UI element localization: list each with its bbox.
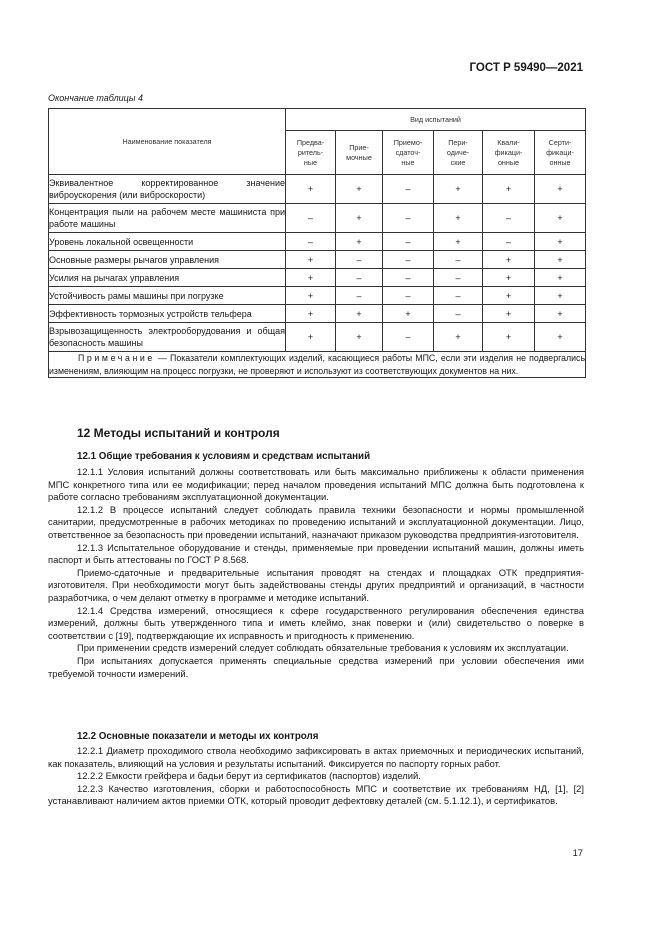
test-applicability-cell: – <box>383 204 434 233</box>
table-row <box>49 305 586 323</box>
test-applicability-cell: – <box>483 204 535 233</box>
test-applicability-cell: + <box>483 305 535 323</box>
test-type-column-header <box>535 131 586 175</box>
test-applicability-cell: – <box>336 269 383 287</box>
test-applicability-cell: + <box>535 251 586 269</box>
indicator-name-cell: Основные размеры рычагов управления <box>49 251 286 269</box>
test-applicability-cell: + <box>483 323 535 352</box>
table-row <box>49 233 586 251</box>
document-code: ГОСТ Р 59490—2021 <box>469 62 583 74</box>
test-applicability-cell: – <box>383 175 434 204</box>
test-applicability-cell: + <box>434 175 483 204</box>
table-row <box>49 269 586 287</box>
table-row <box>49 323 586 352</box>
column-header-line: Предва- <box>296 137 325 147</box>
table-note <box>49 352 586 378</box>
test-applicability-cell: + <box>535 287 586 305</box>
test-applicability-cell: + <box>336 305 383 323</box>
indicator-name-cell: Эквивалентное корректированное значение виброускорения (или виброскорости) <box>49 175 286 204</box>
column-header-line: Прие- <box>349 142 369 152</box>
subsection-12-2-title: 12.2 Основные показатели и методы их контроля <box>77 731 319 742</box>
indicator-name-cell: Устойчивость рамы машины при погрузке <box>49 287 286 305</box>
column-header-line: фикаци- <box>546 147 574 157</box>
paragraph: 12.2.3 Качество изготовления, сборки и работоспособность МПС и соответствие их требованиям НД, [1], [2] устанавливают наличием актов приемки ОТК, который проводит дефектовку деталей (см. 5.1.12.1), и сертификатов. <box>48 782 584 807</box>
indicator-name-cell: Уровень локальной освещенности <box>49 233 286 251</box>
test-applicability-cell: + <box>535 175 586 204</box>
paragraph: Приемо-сдаточные и предварительные испытания проводят на стендах и площадках ОТК предприятия-изготовителя. При необходимости могут быть задействованы стенды других предприятий и организаций, в частности разработчика, о чем делают отметку в программе и методике испытаний. <box>48 566 584 603</box>
column-header-line: онные <box>549 157 571 167</box>
paragraph: 12.1.3 Испытательное оборудование и стенды, применяемые при проведении испытаний машин, должны иметь паспорт и быть аттестованы по ГОСТ Р 8.568. <box>48 541 584 566</box>
column-header-line: ские <box>450 157 466 167</box>
column-header-line: одиче- <box>446 147 470 157</box>
column-header-line: фикаци- <box>494 147 523 157</box>
test-applicability-cell: + <box>535 269 586 287</box>
table-row <box>49 204 586 233</box>
indicator-name-cell: Взрывозащищенность электрооборудования и общая безопасность машины <box>49 323 286 352</box>
test-types-table <box>48 108 586 378</box>
subsection-12-1-title: 12.1 Общие требования к условиям и средствам испытаний <box>77 451 371 462</box>
table-caption: Окончание таблицы 4 <box>48 93 143 103</box>
test-applicability-cell: + <box>286 251 336 269</box>
test-applicability-cell: + <box>483 269 535 287</box>
paragraph: 12.2.1 Диаметр проходимого ствола необходимо зафиксировать в актах приемочных и периодических испытаний, как показатель, влияющий на условия и результаты испытаний. Фиксируется по паспорту горных работ. <box>48 745 584 769</box>
paragraph: 12.1.4 Средства измерений, относящиеся к сфере государственного регулирования обеспечения единства измерений, должны быть утвержденного типа и иметь клеймо, знак поверки и (или) свидетельство о поверке в соответствии с [19], подтверждающие их исправность и пригодность к применению. <box>48 604 584 641</box>
note-label: Примечание <box>78 353 155 363</box>
test-applicability-cell: + <box>434 204 483 233</box>
subsection-12-2-text <box>48 745 584 808</box>
test-applicability-cell: + <box>483 251 535 269</box>
test-applicability-cell: + <box>483 175 535 204</box>
column-header-line: Серти- <box>548 137 572 147</box>
test-applicability-cell: – <box>336 287 383 305</box>
column-header-line: Пери- <box>448 137 468 147</box>
test-applicability-cell: – <box>383 287 434 305</box>
test-applicability-cell: + <box>336 233 383 251</box>
test-applicability-cell: – <box>286 204 336 233</box>
test-type-column-header <box>383 131 434 175</box>
test-applicability-cell: + <box>535 233 586 251</box>
test-applicability-cell: – <box>483 233 535 251</box>
table-row <box>49 251 586 269</box>
test-applicability-cell: + <box>483 287 535 305</box>
section-12-title: 12 Методы испытаний и контроля <box>77 426 280 440</box>
test-applicability-cell: + <box>336 175 383 204</box>
test-type-column-header <box>483 131 535 175</box>
test-applicability-cell: + <box>286 287 336 305</box>
test-applicability-cell: + <box>336 323 383 352</box>
test-applicability-cell: + <box>535 305 586 323</box>
test-applicability-cell: – <box>336 251 383 269</box>
test-applicability-cell: + <box>434 323 483 352</box>
test-type-column-header <box>336 131 383 175</box>
table-note-row <box>49 352 586 378</box>
column-header-line: онные <box>497 157 520 167</box>
paragraph: 12.2.2 Емкости грейфера и бадьи берут из сертификатов (паспортов) изделий. <box>77 770 421 782</box>
test-applicability-cell: – <box>434 251 483 269</box>
note-text: — Показатели комплектующих изделий, касающиеся работы МПС, если эти изделия не подвергались изменениям, влияющим на процесс погрузки, не проверяют и используют из соответствующих документов на них. <box>49 353 586 376</box>
indicator-name-cell: Усилия на рычагах управления <box>49 269 286 287</box>
indicator-name-header: Наименование показателя <box>49 109 286 175</box>
table-row <box>49 287 586 305</box>
paragraph: 12.1.2 В процессе испытаний следует соблюдать правила техники безопасности и нормы промышленной санитарии, предусмотренные в рабочих методиках по проведению испытаний и эксплуатационной документации. Лицо, ответственное за безопасность при проведении испытаний, назначают приказом руководства предприятия-изготовителя. <box>48 503 584 540</box>
paragraph: При испытаниях допускается применять специальные средства измерений при условии обеспечения ими требуемой точности измерений. <box>48 654 584 679</box>
test-applicability-cell: + <box>383 305 434 323</box>
test-applicability-cell: + <box>286 269 336 287</box>
test-applicability-cell: + <box>434 233 483 251</box>
test-type-group-header: Вид испытаний <box>286 109 586 131</box>
test-applicability-cell: – <box>383 323 434 352</box>
test-type-column-header <box>434 131 483 175</box>
column-header-line: ные <box>303 157 318 167</box>
test-applicability-cell: + <box>286 305 336 323</box>
test-applicability-cell: + <box>286 323 336 352</box>
test-applicability-cell: + <box>535 204 586 233</box>
test-applicability-cell: – <box>383 269 434 287</box>
test-applicability-cell: – <box>286 233 336 251</box>
test-applicability-cell: + <box>286 175 336 204</box>
paragraph: При применении средств измерений следует соблюдать обязательные требования к условиям их эксплуатации. <box>77 642 569 654</box>
test-applicability-cell: + <box>336 204 383 233</box>
test-applicability-cell: – <box>383 251 434 269</box>
test-applicability-cell: – <box>383 233 434 251</box>
test-applicability-cell: – <box>434 305 483 323</box>
paragraph: 12.1.1 Условия испытаний должны соответствовать или быть максимально приближены к области применения МПС конкретного типа или ее модификации; перед началом проведения испытаний МПС должна быть подготовлена к работе согласно требованиям эксплуатационной документации. <box>48 466 584 503</box>
column-header-line: мочные <box>346 152 372 162</box>
column-header-line: ные <box>401 157 415 167</box>
test-type-column-header <box>286 131 336 175</box>
column-header-line: ритель- <box>297 147 324 157</box>
test-applicability-cell: – <box>434 287 483 305</box>
test-applicability-cell: – <box>434 269 483 287</box>
subsection-12-1-text <box>48 466 584 680</box>
page-number: 17 <box>572 847 583 858</box>
indicator-name-cell: Эффективность тормозных устройств тельфера <box>49 305 286 323</box>
column-header-line: Квали- <box>497 137 520 147</box>
column-header-line: сдаточ- <box>395 147 421 157</box>
column-header-line: Приемо- <box>393 137 423 147</box>
table-row <box>49 175 586 204</box>
test-applicability-cell: + <box>535 323 586 352</box>
indicator-name-cell: Концентрация пыли на рабочем месте машиниста при работе машины <box>49 204 286 233</box>
